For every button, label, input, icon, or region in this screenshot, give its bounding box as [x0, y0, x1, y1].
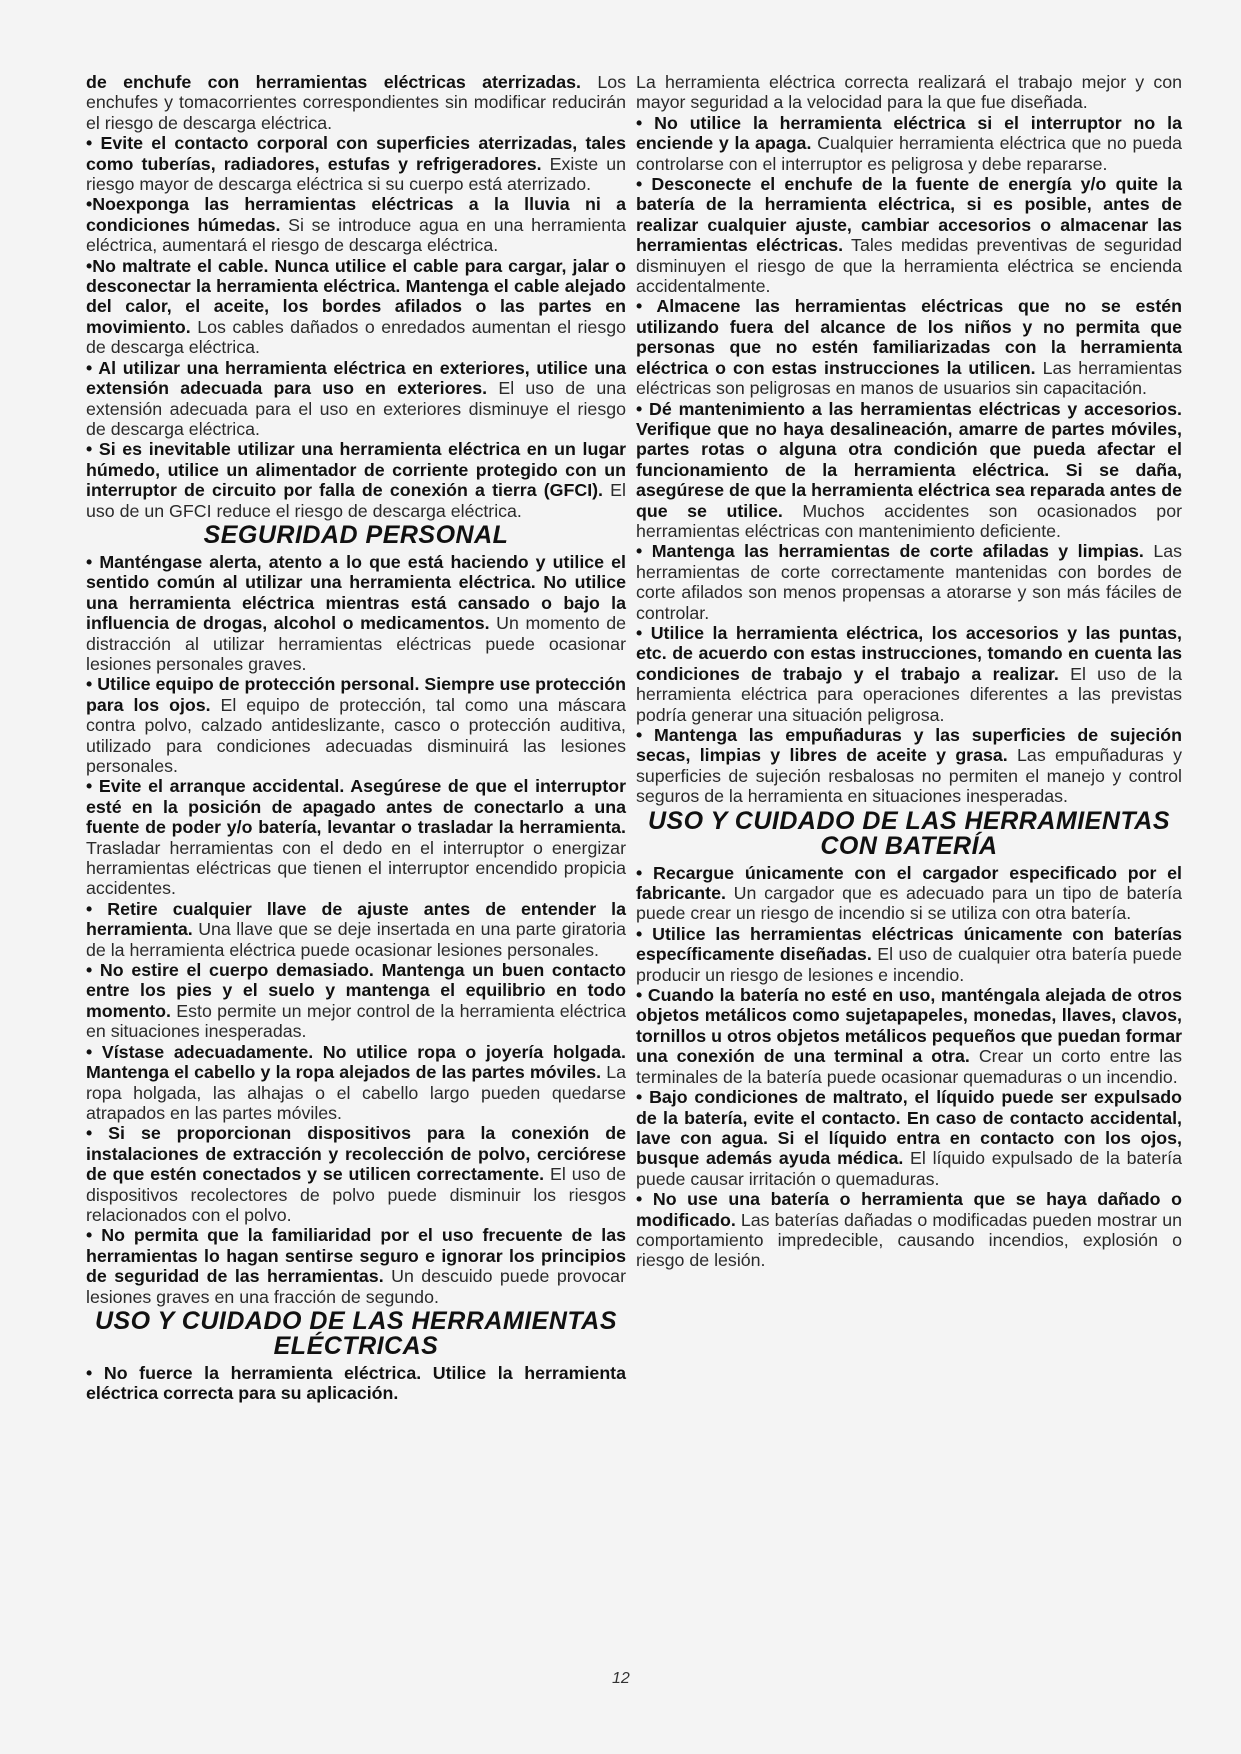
- safety-item: [86, 256, 626, 358]
- personal-safety-items: [86, 552, 626, 1307]
- safety-item: [636, 296, 1182, 398]
- safety-item-heading: • Dé mantenimiento a las herramientas eléctricas y accesorios. Verifique que no haya desalineación, amarre de partes móviles, partes rotas o alguna otra condición que pueda afectar el funcionamiento de la herramienta eléctrica. Si se daña, asegúrese de que la herramienta eléctrica sea reparada antes de que se utilice.: [636, 398, 1182, 521]
- safety-item-text: Las empuñaduras y superficies de sujeción resbalosas no permiten el manejo y control seguros de la herramienta en situaciones inesperadas.: [636, 745, 1182, 807]
- safety-item-text: Una llave que se deje insertada en una parte giratoria de la herramienta eléctrica puede ocasionar lesiones personales.: [86, 919, 626, 960]
- safety-item-heading: de enchufe con herramientas eléctricas aterrizadas.: [86, 72, 581, 92]
- safety-item-text: La herramienta eléctrica correcta realizará el trabajo mejor y con mayor seguridad a la velocidad para la que fue diseñada.: [636, 72, 1182, 113]
- safety-item-text: El uso de un GFCI reduce el riesgo de descarga eléctrica.: [86, 480, 626, 521]
- safety-item-text: Un momento de distracción al utilizar herramientas eléctricas puede ocasionar lesiones personales graves.: [86, 613, 626, 674]
- safety-item-text: Si se introduce agua en una herramienta eléctrica, aumentará el riesgo de descarga eléctrica.: [86, 214, 626, 256]
- safety-item-text: El uso de dispositivos recolectores de polvo puede disminuir los riesgos relacionados con el polvo.: [86, 1164, 627, 1225]
- safety-item: [86, 674, 626, 776]
- safety-item: [636, 399, 1182, 542]
- safety-item-heading: • Retire cualquier llave de ajuste antes de entender la herramienta.: [86, 898, 626, 940]
- safety-item: [636, 863, 1182, 924]
- safety-item-heading: • No use una batería o herramienta que se haya dañado o modificado.: [636, 1189, 1182, 1230]
- safety-item-heading: • Recargue únicamente con el cargador especificado por el fabricante.: [636, 862, 1182, 904]
- safety-item: [636, 1087, 1182, 1189]
- safety-item-heading: • Si se proporcionan dispositivos para la conexión de instalaciones de extracción y recolección de polvo, cerciórese de que estén conectados y se utilicen correctamente.: [86, 1123, 626, 1185]
- right-column: [636, 72, 1182, 1271]
- safety-item-heading: • Utilice la herramienta eléctrica, los accesorios y las puntas, etc. de acuerdo con estas instrucciones, tomando en cuenta las condiciones de trabajo y el trabajo a realizar.: [636, 622, 1182, 684]
- safety-item-heading: • No estire el cuerpo demasiado. Mantenga un buen contacto entre los pies y el suelo y mantenga el equilibrio en todo momento.: [86, 960, 626, 1021]
- safety-item-text: Esto permite un mejor control de la herramienta eléctrica en situaciones inesperadas.: [86, 1000, 626, 1042]
- safety-item-text: Los cables dañados o enredados aumentan el riesgo de descarga eléctrica.: [86, 316, 626, 358]
- safety-item-heading: • No fuerce la herramienta eléctrica. Utilice la herramienta eléctrica correcta para su aplicación.: [86, 1362, 626, 1404]
- safety-item: [86, 899, 626, 960]
- left-items: [86, 72, 626, 521]
- safety-item-heading: • Bajo condiciones de maltrato, el líquido puede ser expulsado de la batería, evite el contacto. En caso de contacto accidental, lave con agua. Si el líquido entra en contacto con los ojos, busque además ayuda médica.: [636, 1087, 1182, 1169]
- safety-item-heading: • Mantenga las empuñaduras y las superficies de sujeción secas, limpias y libres de aceite y grasa.: [636, 725, 1182, 766]
- safety-item-text: Los enchufes y tomacorrientes correspondientes sin modificar reducirán el riesgo de descarga eléctrica.: [86, 72, 627, 133]
- safety-item-heading: • No permita que la familiaridad por el uso frecuente de las herramientas lo hagan sentirse seguro e ignorar los principios de seguridad de las herramientas.: [86, 1225, 626, 1287]
- safety-item-heading: • Evite el arranque accidental. Asegúrese de que el interruptor esté en la posición de apagado antes de conectarlo a una fuente de poder y/o batería, levantar o trasladar la herramienta.: [86, 776, 626, 838]
- safety-item: [636, 541, 1182, 623]
- safety-item-heading: •No maltrate el cable. Nunca utilice el cable para cargar, jalar o desconectar la herramienta eléctrica. Mantenga el cable alejado del calor, el aceite, los bordes afilados o las partes en movimiento.: [86, 255, 626, 337]
- safety-item-heading: • Evite el contacto corporal con superficies aterrizadas, tales como tuberías, radiadores, estufas y refrigeradores.: [86, 133, 626, 174]
- safety-item-text: Crear un corto entre las terminales de la batería puede ocasionar quemaduras o un incendio.: [636, 1046, 1182, 1087]
- safety-item-heading: • Manténgase alerta, atento a lo que está haciendo y utilice el sentido común al utilizar una herramienta eléctrica. No utilice una herramienta eléctrica mientras está cansado o bajo la influencia de drogas, alcohol o medicamentos.: [86, 551, 626, 634]
- battery-use-items: [636, 863, 1182, 1271]
- safety-item: [86, 133, 626, 194]
- safety-item: [86, 776, 626, 898]
- safety-item-text: Las herramientas eléctricas son peligrosas en manos de usuarios sin capacitación.: [636, 357, 1182, 399]
- safety-item: [636, 113, 1182, 174]
- safety-item-text: Existe un riesgo mayor de descarga eléctrica si su cuerpo está aterrizado.: [86, 153, 626, 195]
- section-title-personal-safety: SEGURIDAD PERSONAL: [203, 520, 509, 549]
- safety-item: [86, 552, 626, 674]
- safety-item-text: Trasladar herramientas con el dedo en el interruptor o energizar herramientas eléctricas que tienen el interruptor encendido propicia accidentes.: [86, 837, 626, 899]
- safety-item-heading: • Desconecte el enchufe de la fuente de energía y/o quite la batería de la herramienta eléctrica, si es posible, antes de realizar cualquier ajuste, cambiar accesorios o almacenar las herramientas eléctricas.: [636, 174, 1182, 256]
- safety-item-text: Un cargador que es adecuado para un tipo de batería puede crear un riesgo de incendio si se utiliza con otra batería.: [636, 883, 1182, 924]
- safety-item: [86, 358, 626, 440]
- right-items: [636, 72, 1182, 807]
- safety-item: [636, 924, 1182, 985]
- safety-item-text: Muchos accidentes son ocasionados por herramientas eléctricas con mantenimiento deficiente.: [636, 500, 1183, 541]
- safety-item-text: La ropa holgada, las alhajas o el cabello largo pueden quedarse atrapados en las partes móviles.: [86, 1062, 626, 1123]
- safety-item: [86, 194, 626, 255]
- safety-item-heading: • Al utilizar una herramienta eléctrica en exteriores, utilice una extensión adecuada para uso en exteriores.: [86, 357, 626, 399]
- safety-item-heading: • No utilice la herramienta eléctrica si el interruptor no la enciende y la apaga.: [636, 112, 1182, 154]
- safety-item: [86, 439, 626, 521]
- safety-item-heading: •Noexponga las herramientas eléctricas a la lluvia ni a condiciones húmedas.: [86, 194, 626, 235]
- safety-item-text: Las herramientas de corte correctamente mantenidas con bordes de corte afilados son menos propensas a atorarse y son más fáciles de controlar.: [636, 541, 1183, 623]
- safety-item: [636, 1189, 1182, 1271]
- tool-use-items: [86, 1363, 626, 1404]
- safety-item: [86, 1042, 626, 1124]
- safety-item-heading: • Almacene las herramientas eléctricas que no se estén utilizando fuera del alcance de los niños y no permita que personas que no estén familiarizadas con la herramienta eléctrica o con estas instrucciones la utilicen.: [636, 296, 1182, 378]
- safety-item: [86, 1123, 626, 1225]
- safety-item-heading: • Si es inevitable utilizar una herramienta eléctrica en un lugar húmedo, utilice un alimentador de corriente protegido con un interruptor de circuito por falla de conexión a tierra (GFCI).: [86, 439, 626, 501]
- safety-item-text: Cualquier herramienta eléctrica que no pueda controlarse con el interruptor es peligrosa y debe repararse.: [636, 133, 1182, 174]
- safety-item-text: El equipo de protección, tal como una máscara contra polvo, calzado antideslizante, casco o protección auditiva, utilizado para condiciones adecuadas disminuirá las lesiones personales.: [86, 694, 626, 776]
- safety-item-heading: • Cuando la batería no esté en uso, manténgala alejada de otros objetos metálicos como sujetapapeles, monedas, llaves, clavos, tornillos u otros objetos metálicos pequeños que puedan formar una conexión de una terminal a otra.: [636, 985, 1182, 1067]
- safety-item-text: El líquido expulsado de la batería puede causar irritación o quemaduras.: [636, 1148, 1182, 1189]
- safety-item-heading: • Utilice las herramientas eléctricas únicamente con baterías específicamente diseñadas.: [636, 923, 1182, 965]
- safety-item-text: Un descuido puede provocar lesiones graves en una fracción de segundo.: [86, 1266, 626, 1307]
- safety-item-heading: • Utilice equipo de protección personal. Siempre use protección para los ojos.: [86, 674, 626, 715]
- safety-item: [636, 623, 1182, 725]
- safety-item-text: Las baterías dañadas o modificadas pueden mostrar un comportamiento impredecible, causando incendios, explosión o riesgo de lesión.: [636, 1209, 1182, 1271]
- section-title-battery-use: USO Y CUIDADO DE LAS HERRAMIENTAS CON BATERÍA: [647, 806, 1171, 860]
- safety-item: [636, 72, 1182, 113]
- left-column: [86, 72, 626, 1404]
- safety-item: [636, 725, 1182, 807]
- safety-item: [636, 174, 1182, 296]
- safety-item-heading: • Mantenga las herramientas de corte afiladas y limpias.: [636, 541, 1144, 562]
- safety-item-heading: • Vístase adecuadamente. No utilice ropa o joyería holgada. Mantenga el cabello y la ropa alejados de las partes móviles.: [86, 1041, 626, 1083]
- page-number: 12: [612, 1670, 630, 1687]
- safety-item-text: Tales medidas preventivas de seguridad disminuyen el riesgo de que la herramienta eléctrica se encienda accidentalmente.: [636, 235, 1182, 297]
- safety-item: [86, 1225, 626, 1307]
- safety-item-text: El uso de una extensión adecuada para el uso en exteriores disminuye el riesgo de descarga eléctrica.: [86, 378, 626, 439]
- safety-item-text: El uso de la herramienta eléctrica para operaciones diferentes a las previstas podría generar una situación peligrosa.: [636, 663, 1182, 725]
- safety-item: [636, 985, 1182, 1087]
- safety-item-text: El uso de cualquier otra batería puede producir un riesgo de lesiones e incendio.: [636, 944, 1182, 985]
- safety-item: [86, 1363, 626, 1404]
- safety-item: [86, 960, 626, 1042]
- section-title-tool-use: USO Y CUIDADO DE LAS HERRAMIENTAS ELÉCTRICAS: [94, 1306, 618, 1360]
- safety-item: [86, 72, 626, 133]
